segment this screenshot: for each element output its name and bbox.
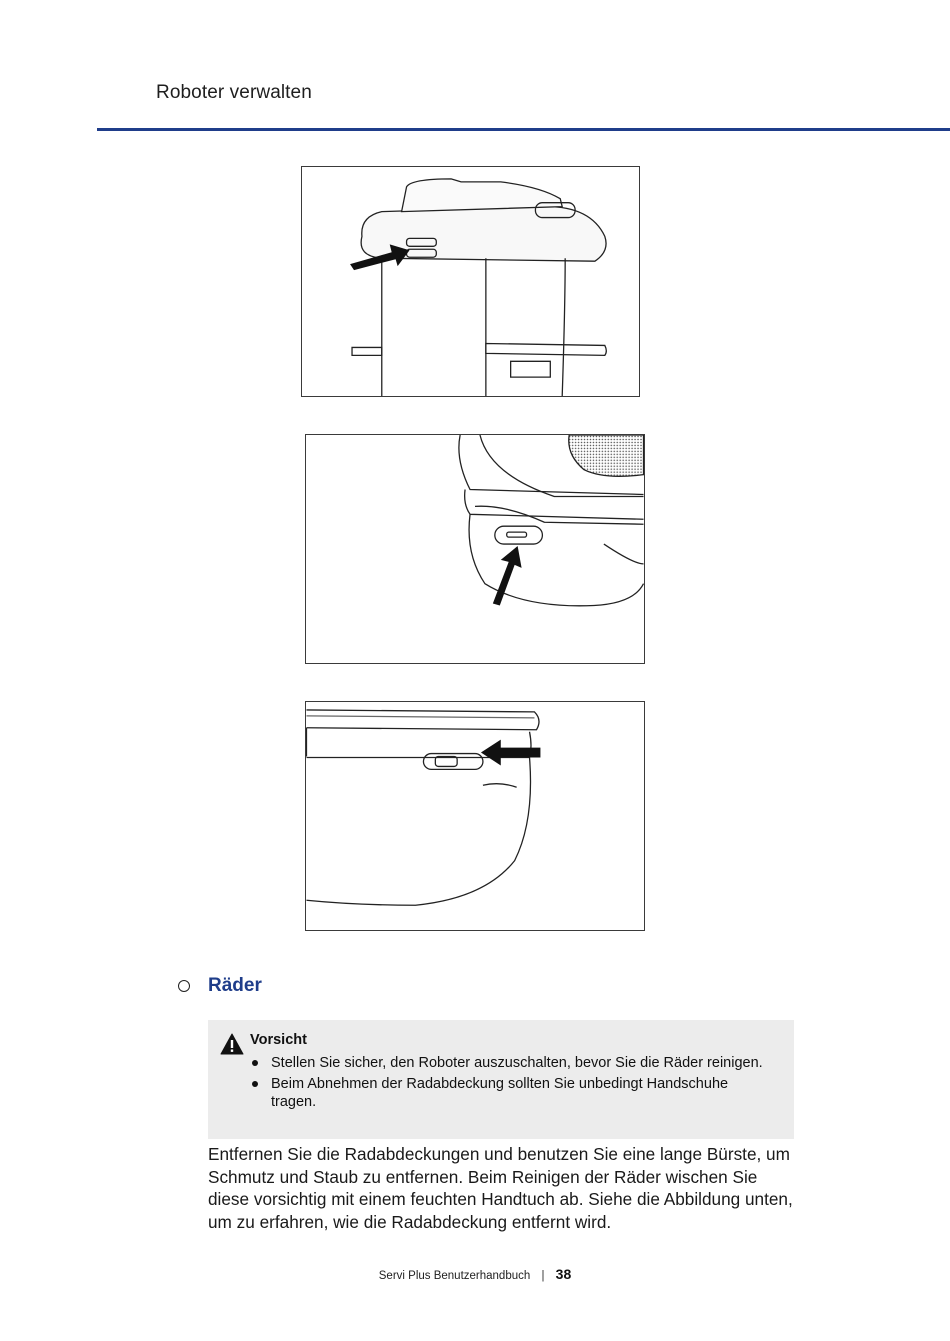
header-divider xyxy=(97,128,950,131)
bullet-dot-icon xyxy=(252,1060,258,1066)
caution-title: Vorsicht xyxy=(250,1032,307,1048)
section-bullet-circle xyxy=(178,980,190,992)
caution-list-item xyxy=(250,1075,775,1112)
warning-triangle-icon xyxy=(220,1033,244,1055)
footer-document-title: Servi Plus Benutzerhandbuch xyxy=(378,1270,531,1282)
figure-robot-top-button xyxy=(301,166,640,397)
caution-box xyxy=(208,1020,794,1139)
figure-robot-base-closeup xyxy=(305,701,645,931)
robot-closeup-illustration xyxy=(306,702,644,930)
caution-item-text: Stellen Sie sicher, den Roboter auszuschalten, bevor Sie die Räder reinigen. xyxy=(271,1055,763,1071)
bullet-dot-icon xyxy=(252,1081,258,1087)
body-paragraph: Entfernen Sie die Radabdeckungen und benutzen Sie eine lange Bürste, um Schmutz und Staub zu entfernen. Beim Reinigen der Räder wischen Sie diese vorsichtig mit einem feuchten Handtuch ab. Siehe die Abbildung unten, um zu erfahren, wie die Radabdeckung entfernt wird. xyxy=(208,1144,793,1232)
robot-top-illustration xyxy=(302,167,639,396)
arrow-pointer-icon xyxy=(493,546,522,605)
page-footer xyxy=(0,1266,950,1282)
robot-base-illustration xyxy=(306,435,644,663)
page-header-title: Roboter verwalten xyxy=(156,82,312,103)
caution-item-text: Beim Abnehmen der Radabdeckung sollten Sie unbedingt Handschuhe tragen. xyxy=(271,1075,729,1110)
caution-list xyxy=(250,1054,775,1114)
footer-page-number: 38 xyxy=(555,1266,572,1282)
section-title: Räder xyxy=(208,975,262,996)
caution-list-item xyxy=(250,1054,775,1073)
figure-robot-base-side xyxy=(305,434,645,664)
footer-separator: | xyxy=(541,1270,545,1282)
